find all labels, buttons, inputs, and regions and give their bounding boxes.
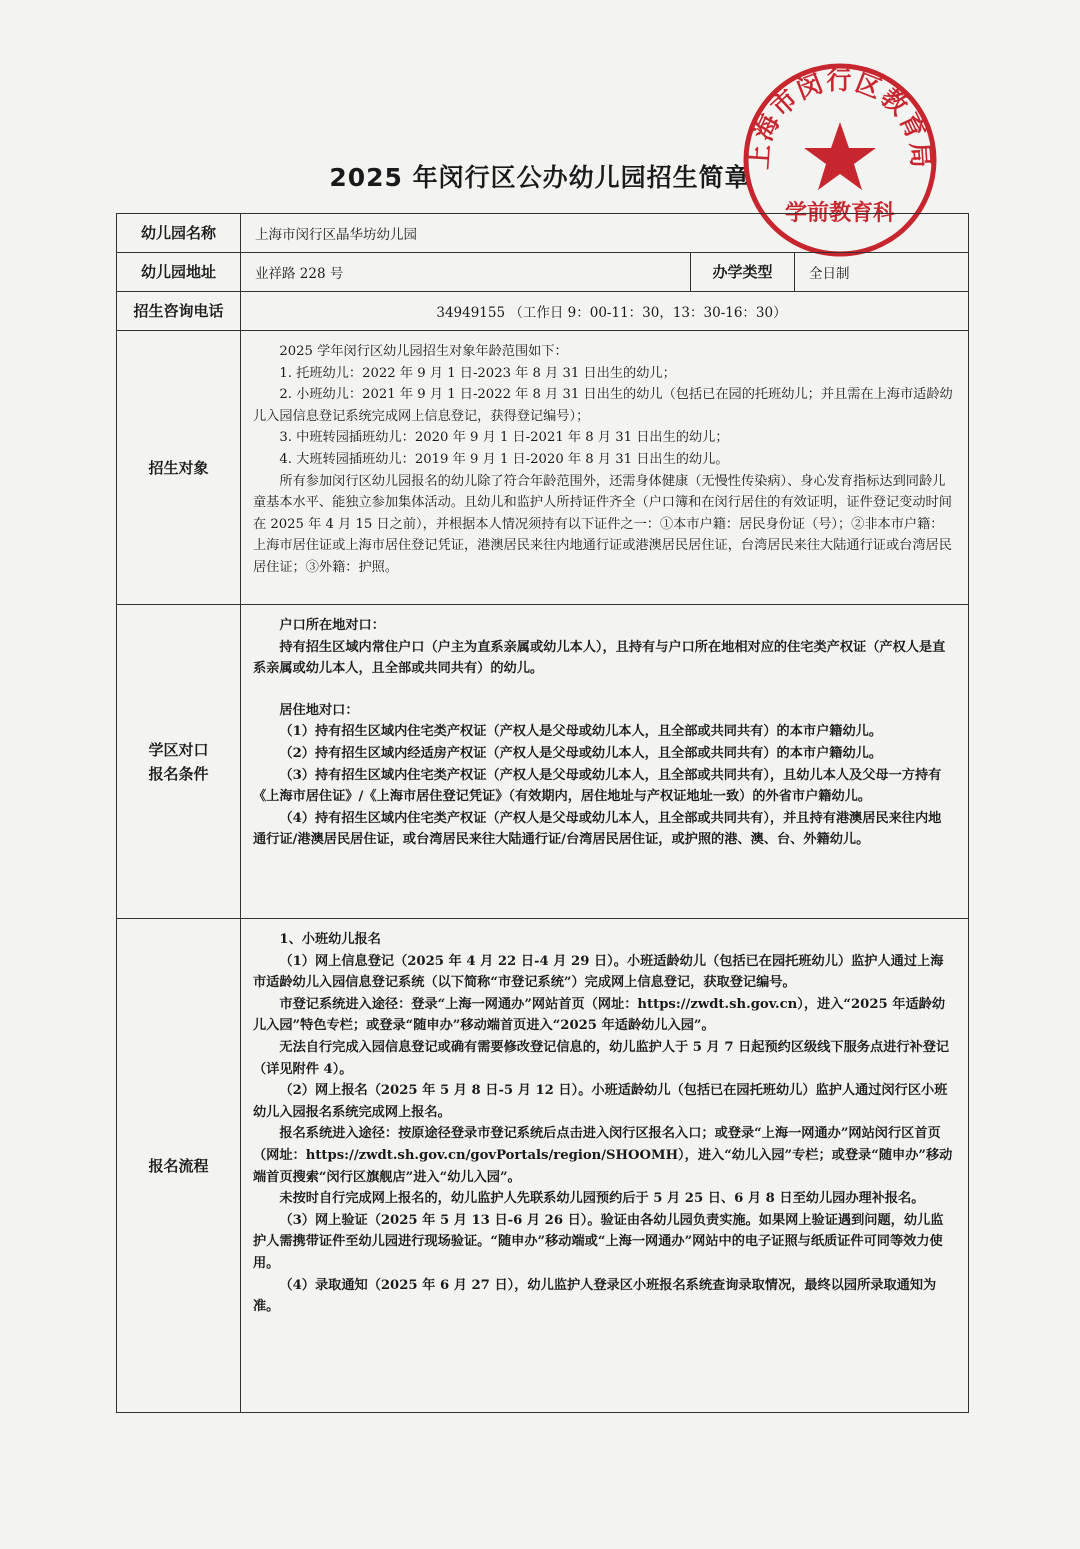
process-paragraph: 报名系统进入途径：按原途径登录市登记系统后点击进入闵行区报名入口；或登录“上海一网通办”网站闵行区首页（网址：https://zwdt.sh.gov.cn/govPortals/region/SHOOMH），进入“幼儿入园”专栏；或登录“随申办”移动端首页搜索“闵行区旗舰店”进入“幼儿入园”。: [253, 1126, 953, 1185]
target-paragraph: 2025 学年闵行区幼儿园招生对象年龄范围如下：: [279, 344, 568, 359]
label-district-line2: 报名条件: [148, 764, 209, 783]
page-title: 2025 年闵行区公办幼儿园招生简章: [329, 163, 751, 192]
label-phone: 招生咨询电话: [117, 292, 241, 331]
label-district-conditions: [117, 605, 241, 919]
target-paragraph: 3. 中班转园插班幼儿：2020 年 9 月 1 日-2021 年 8 月 31 日出生的幼儿；: [279, 430, 729, 446]
process-paragraph: （1）网上信息登记（2025 年 4 月 22 日-4 月 29 日）。小班适龄幼儿（包括已在园托班幼儿）监护人通过上海市适龄幼儿入园信息登记系统（以下简称“市登记系统”）完成网上信息登记，获取登记编号。: [253, 953, 944, 991]
process-paragraph: 未按时自行完成网上报名的，幼儿监护人先联系幼儿园预约后于 5 月 25 日、6 月 8 日至幼儿园办理补报名。: [279, 1191, 925, 1207]
row-phone: [117, 292, 969, 331]
target-paragraph: 2. 小班幼儿：2021 年 9 月 1 日-2022 年 8 月 31 日出生的幼儿（包括已在园的托班幼儿；并且需在上海市适龄幼儿入园信息登记系统完成网上信息登记，获得登记编号）；: [253, 387, 953, 424]
process-heading: 1、小班幼儿报名: [279, 932, 381, 947]
value-kindergarten-name: 上海市闵行区晶华坊幼儿园: [241, 214, 969, 253]
process-paragraph: （4）录取通知（2025 年 6 月 27 日），幼儿监护人登录区小班报名系统查询录取情况，最终以园所录取通知为准。: [253, 1277, 937, 1315]
seal-bottom-text: 学前教育科: [784, 200, 896, 226]
label-kindergarten-name: 幼儿园名称: [117, 214, 241, 253]
residence-item: （2）持有招生区域内经适房产权证（产权人是父母或幼儿本人，且全部或共同共有）的本市户籍幼儿。: [279, 745, 882, 761]
label-school-type: 办学类型: [691, 253, 795, 292]
target-paragraph: 4. 大班转园插班幼儿：2019 年 9 月 1 日-2020 年 8 月 31 日出生的幼儿。: [279, 451, 729, 467]
target-paragraph: 1. 托班幼儿：2022 年 9 月 1 日-2023 年 8 月 31 日出生的幼儿；: [279, 365, 676, 381]
hukou-heading: 户口所在地对口：: [279, 618, 385, 633]
row-registration-process: [117, 919, 969, 1413]
process-paragraph: （2）网上报名（2025 年 5 月 8 日-5 月 12 日）。小班适龄幼儿（包括已在园托班幼儿）监护人通过闵行区小班幼儿入园报名系统完成网上报名。: [253, 1083, 948, 1120]
enrollment-target-content: [241, 331, 969, 605]
district-conditions-content: [241, 605, 969, 919]
process-paragraph: 无法自行完成入园信息登记或确有需要修改登记信息的，幼儿监护人于 5 月 7 日起预约区级线下服务点进行补登记（详见附件 4）。: [253, 1039, 950, 1077]
label-kindergarten-address: 幼儿园地址: [117, 253, 241, 292]
residence-item: （3）持有招生区域内住宅类产权证（产权人是父母或幼儿本人，且全部或共同共有），且幼儿本人及父母一方持有《上海市居住证》/《上海市居住登记凭证》（有效期内，居住地址与产权证地址一致）的外省市户籍幼儿。: [253, 767, 942, 805]
residence-item: （4）持有招生区域内住宅类产权证（产权人是父母或幼儿本人，且全部或共同共有），并且持有港澳居民来往内地通行证/港澳居民居住证，或台湾居民来往大陆通行证/台湾居民居住证，或护照的港、澳、台、外籍幼儿。: [253, 810, 942, 848]
row-kindergarten-name: [117, 214, 969, 253]
process-paragraph: （3）网上验证（2025 年 5 月 13 日-6 月 26 日）。验证由各幼儿园负责实施。如果网上验证遇到问题，幼儿监护人需携带证件至幼儿园进行现场验证。“随申办”移动端或“上海一网通办”网站中的电子证照与纸质证件可同等效力使用。: [253, 1212, 944, 1271]
row-kindergarten-address: [117, 253, 969, 292]
label-district-line1: 学区对口: [148, 740, 209, 759]
row-enrollment-target: [117, 331, 969, 605]
enrollment-form-table: [116, 213, 969, 1413]
registration-process-content: [241, 919, 969, 1413]
residence-item: （1）持有招生区域内住宅类产权证（产权人是父母或幼儿本人，且全部或共同共有）的本市户籍幼儿。: [279, 724, 882, 740]
residence-heading: 居住地对口：: [279, 702, 359, 718]
label-registration-process: 报名流程: [117, 919, 241, 1413]
star-icon: [804, 122, 876, 190]
label-enrollment-target: 招生对象: [117, 331, 241, 605]
row-district-conditions: [117, 605, 969, 919]
hukou-text: 持有招生区域内常住户口（户主为直系亲属或幼儿本人），且持有与户口所在地相对应的住宅类产权证（产权人是直系亲属或幼儿本人，且全部或共同共有）的幼儿。: [253, 639, 946, 677]
seal-ring-text: 上海市闵行区教育局: [744, 66, 936, 171]
process-paragraph: 市登记系统进入途径：登录“上海一网通办”网站首页（网址：https://zwdt.sh.gov.cn），进入“2025 年适龄幼儿入园”特色专栏；或登录“随申办”移动端首页进入“2025 年适龄幼儿入园”。: [253, 996, 946, 1034]
target-paragraph: 所有参加闵行区幼儿园报名的幼儿除了符合年龄范围外，还需身体健康（无慢性传染病）、身心发育指标达到同龄儿童基本水平、能独立参加集体活动。且幼儿和监护人所持证件齐全（户口簿和在闵行居住的有效证明，证件登记变动时间在 2025 年 4 月 15 日之前），并根据本人情况须持有以下证件之一：①本市户籍：居民身份证（号）；②非本市户籍：上海市居住证或上海市居住登记凭证，港澳居民来往内地通行证或港澳居民居住证，台湾居民来往大陆通行证或台湾居民居住证；③外籍：护照。: [253, 473, 952, 575]
value-kindergarten-address: 业祥路 228 号: [241, 253, 691, 292]
value-phone: 34949155 （工作日 9：00-11：30，13：30-16：30）: [241, 292, 969, 331]
value-school-type: 全日制: [795, 253, 969, 292]
